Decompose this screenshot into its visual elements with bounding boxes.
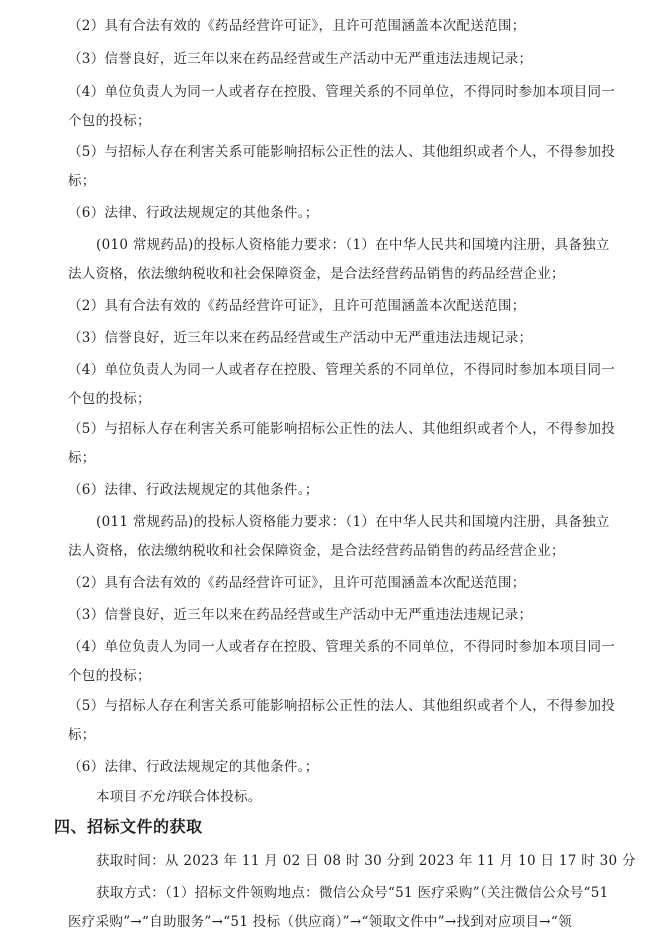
text-line: （4）单位负责人为同一人或者存在控股、管理关系的不同单位，不得同时参加本项目同一 <box>68 84 616 100</box>
text-line: (011 常规药品)的投标人资格能力要求：（1）在中华人民共和国境内注册，具备独立 <box>96 514 610 530</box>
text-line: （3）信誉良好，近三年以来在药品经营或生产活动中无严重违法违规记录； <box>68 607 533 623</box>
text-line: （5）与招标人存在利害关系可能影响招标公正性的法人、其他组织或者个人，不得参加投 <box>68 144 616 160</box>
text-line: （4）单位负责人为同一人或者存在控股、管理关系的不同单位，不得同时参加本项目同一 <box>68 639 616 655</box>
text-line: （2）具有合法有效的《药品经营许可证》，且许可范围涵盖本次配送范围； <box>68 298 526 314</box>
text-line: （6）法律、行政法规规定的其他条件。； <box>68 205 319 221</box>
text-line: （2）具有合法有效的《药品经营许可证》，且许可范围涵盖本次配送范围； <box>68 18 526 34</box>
consortium-suffix: 联合体投标。 <box>178 789 262 805</box>
acquisition-method-line: 获取方式：（1）招标文件领购地点：微信公众号“51 医疗采购”（关注微信公众号“51 <box>96 885 609 901</box>
text-line: (010 常规药品)的投标人资格能力要求：（1）在中华人民共和国境内注册，具备独立 <box>96 237 610 253</box>
consortium-line <box>96 787 262 807</box>
acquisition-method-line-cont: 医疗采购”→“自助服务”→“51 投标（供应商）”→“领取文件中”→找到对应项目→“领 <box>68 914 572 930</box>
text-line: （2）具有合法有效的《药品经营许可证》，且许可范围涵盖本次配送范围； <box>68 575 526 591</box>
text-line: （6）法律、行政法规规定的其他条件。； <box>68 482 319 498</box>
text-line: （3）信誉良好，近三年以来在药品经营或生产活动中无严重违法违规记录； <box>68 330 533 346</box>
text-line: （3）信誉良好，近三年以来在药品经营或生产活动中无严重违法违规记录； <box>68 51 533 67</box>
section-heading: 四、招标文件的获取 <box>54 817 203 836</box>
text-line: （5）与招标人存在利害关系可能影响招标公正性的法人、其他组织或者个人，不得参加投 <box>68 421 616 437</box>
text-line: 个包的投标； <box>68 668 151 684</box>
text-line: （4）单位负责人为同一人或者存在控股、管理关系的不同单位，不得同时参加本项目同一 <box>68 362 616 378</box>
text-line: 个包的投标； <box>68 113 151 129</box>
text-line: 法人资格，依法缴纳税收和社会保障资金，是合法经营药品销售的药品经营企业； <box>68 266 565 282</box>
text-line: 标； <box>68 450 96 466</box>
consortium-handwritten-word: 不允许 <box>137 789 179 805</box>
text-line: （6）法律、行政法规规定的其他条件。； <box>68 759 319 775</box>
text-line: 法人资格，依法缴纳税收和社会保障资金，是合法经营药品销售的药品经营企业； <box>68 543 565 559</box>
consortium-prefix: 本项目 <box>96 789 138 805</box>
text-line: 标； <box>68 173 96 189</box>
acquisition-time-line: 获取时间：从 2023 年 11 月 02 日 08 时 30 分到 2023 年 11 月 10 日 17 时 30 分 <box>96 853 636 869</box>
text-line: （5）与招标人存在利害关系可能影响招标公正性的法人、其他组织或者个人，不得参加投 <box>68 698 616 714</box>
text-line: 个包的投标； <box>68 391 151 407</box>
text-line: 标； <box>68 727 96 743</box>
